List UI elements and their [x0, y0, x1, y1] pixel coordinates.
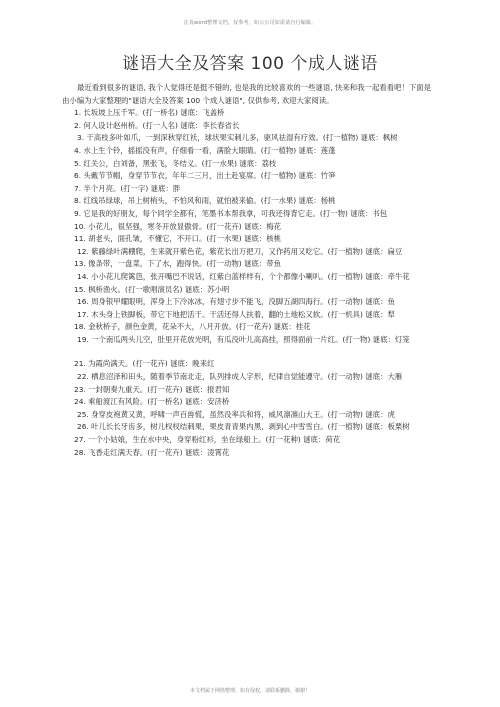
document-body	[62, 82, 438, 459]
list-item: 16. 周身银甲耀眼明，浑身上下冷冰冰，有翅寸步不能飞，没脚五湖四海行。(打一动物) 谜底：鱼	[77, 297, 395, 307]
list-item: 18. 金秋桥子，颜色金黄，花朵不大，八月开放。(打一花卉) 谜底：桂花	[74, 322, 311, 332]
footer-note: 本文档属于网络整理，如有侵权，请联系删除，谢谢！	[189, 688, 310, 694]
list-item: 10. 小花儿，很坚强，寒冬开放显傲骨。(打一花卉) 谜底：梅花	[74, 221, 281, 231]
list-item: 5. 红关公，白刘备，黑张飞，冬结义。(打一水果) 谜底：荔枝	[74, 158, 277, 168]
section-gap	[62, 346, 438, 358]
list-item: 1. 长坂坡上压千军。(打一桥名) 谜底：飞盖桥	[74, 108, 225, 118]
list-item: 3. 干高枝多叶如爪，一到深秋穿红袄，球状果实刺儿多，驱风祛湿有疗效。(打一植物) 谜底：枫树	[77, 133, 398, 143]
list-item: 26. 叶儿长长牙齿多，树儿杈杈结刺果，果皮青青果内黑，剥到心中雪雪白。(打一植物) 谜底：板栗树	[77, 422, 410, 432]
list-item: 11. 胡老头，面孔皱，不懂它，不开口。(打一水果) 谜底：核桃	[74, 234, 281, 244]
list-item: 24. 乘船渡江有风险。(打一桥名) 谜底：安济桥	[74, 397, 230, 407]
header-note: 注真word整理文档，仅参考，如云公司如需请自行编辑。	[183, 20, 317, 26]
list-item: 9. 它是我的好朋友，每个同学全都有，笔墨书本帮我拿，可我还得背它走。(打一物) 谜底：书包	[74, 208, 388, 218]
list-item: 21. 为霞尚满天。(打一花卉) 谜底：晚来红	[74, 359, 215, 369]
list-item: 14. 小小花儿爬篱笆，张开嘴巴不说话，红紫白蓝样样有，个个都像小喇叭。(打一植物) 谜底：牵牛花	[77, 271, 410, 281]
list-item: 12. 紫藤绿叶满棚爬，生来就开紫色花，紫花长出万把刀，又作药用又吃它。(打一植物) 谜底：扁豆	[77, 246, 403, 256]
list-item: 7. 半个月亮。(打一字) 谜底：胖	[74, 183, 181, 193]
list-item: 19. 一个南瓜两头儿空，肚里开花放光明，有瓜没叶儿高高挂，照得面前一片红。(打一物) 谜底：灯笼	[77, 334, 410, 344]
list-item: 13. 像条带，一盘菜，下了水，跑得快。(打一动物) 谜底：带鱼	[74, 259, 281, 269]
list-item: 28. 飞香走红满天春。(打一花卉) 谜底：凌霄花	[74, 447, 230, 457]
list-item: 4. 水上生个铃，摇摇没有声，仔细看一看，满脸大眼睛。(打一植物) 谜底：莲蓬	[74, 145, 336, 155]
list-item: 15. 枫桥渔火。(打一歌唱演员名) 谜底：苏小明	[74, 284, 230, 294]
list-item: 22. 栖息沼泽和田头，随着季节南北走，队列排成人字形，纪律自觉能遵守。(打一动物) 谜底：大雁	[77, 372, 403, 382]
list-item: 2. 何人设计赵州桥。(打一人名) 谜底：李长春省长	[74, 120, 240, 130]
list-item: 25. 身穿皮袍黄又黄，呼啸一声百兽慌，虽然没率兵和将，威风凛凛山大王。(打一动物) 谜底：虎	[77, 409, 395, 419]
list-item: 8. 红线吊绿球，吊上树梢头，不怕风和雨，就怕被来偷。(打一水果) 谜底：杨桃	[74, 196, 336, 206]
list-item: 17. 木头身上铁脚板，带它下地把活干。干活还得人扶着，翻的土地松又软。(打一机具) 谜底：犁	[77, 309, 395, 319]
list-item: 27. 一个小姑娘，生在水中央，身穿粉红衫，坐在绿船上。(打一花种) 谜底：荷花	[74, 435, 341, 445]
page-title: 谜语大全及答案 100 个成人谜语	[122, 54, 378, 74]
riddle-list-b	[62, 358, 438, 459]
list-item: 6. 头戴节节帽，身穿节节衣，年年二三月，出土赴宴席。(打一植物) 谜底：竹笋	[74, 171, 336, 181]
list-item: 23. 一封朝奏九重天。(打一花卉) 谜底：报君知	[74, 384, 230, 394]
intro-paragraph: 最近看到很多的谜语, 我个人觉得还是挺不错的, 也是我的比较喜欢的一些谜语, 快来和我一起看看吧！下面是由小编为大家整理的"谜语大全及答案 100 个成人谜语", 仅供参考, 欢迎大家阅读。	[62, 83, 432, 105]
riddle-list-a	[62, 107, 438, 346]
